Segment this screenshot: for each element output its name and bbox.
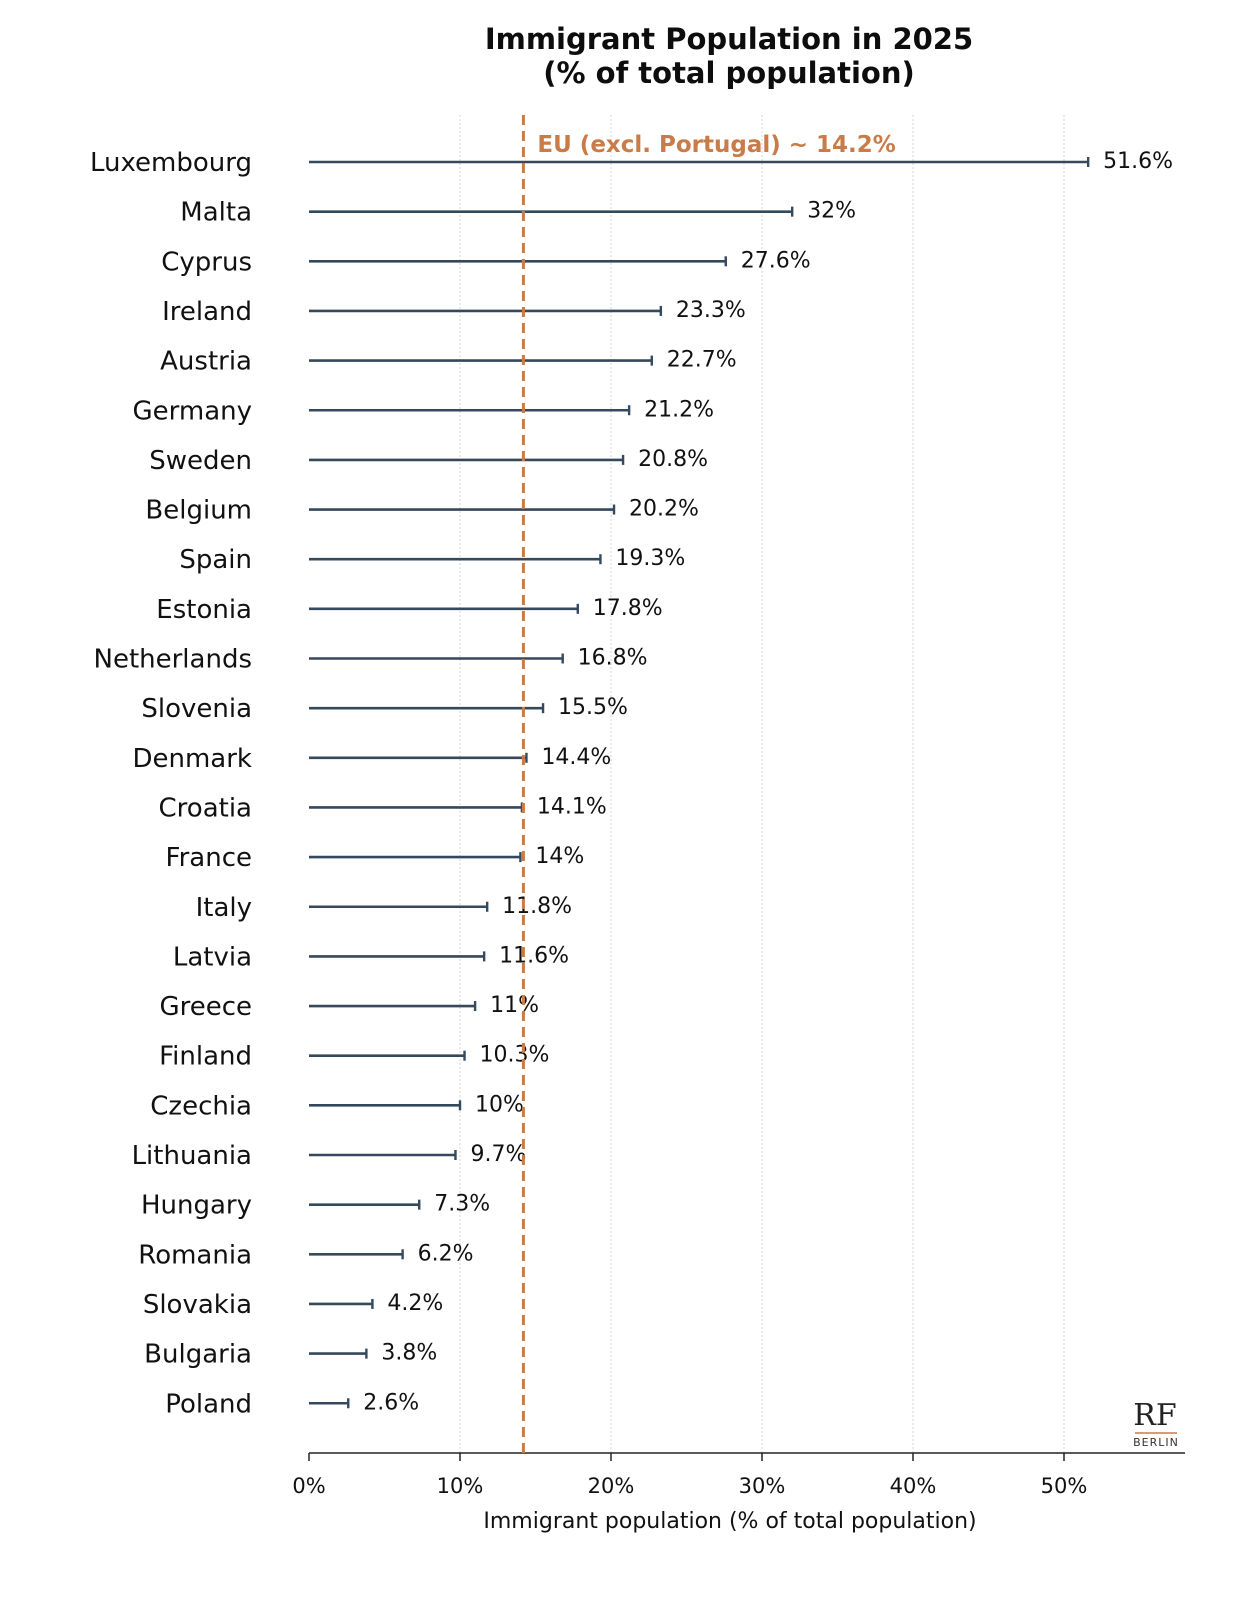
value-label-greece: 11% bbox=[490, 993, 540, 1019]
value-label-italy: 11.8% bbox=[502, 893, 573, 919]
logo-subtext: BERLIN bbox=[1133, 1436, 1179, 1449]
value-label-bulgaria: 3.8% bbox=[381, 1340, 438, 1366]
category-label-germany: Germany bbox=[132, 396, 252, 427]
category-label-bulgaria: Bulgaria bbox=[144, 1339, 252, 1370]
value-label-belgium: 20.2% bbox=[629, 496, 699, 522]
category-label-luxembourg: Luxembourg bbox=[89, 148, 252, 178]
value-label-france: 14% bbox=[535, 844, 585, 870]
value-label-croatia: 14.1% bbox=[536, 794, 607, 820]
category-label-croatia: Croatia bbox=[158, 793, 252, 824]
value-label-lithuania: 9.7% bbox=[470, 1142, 527, 1167]
value-label-cyprus: 27.6% bbox=[740, 248, 811, 274]
gridlines bbox=[460, 115, 1064, 1453]
chart-title-line-2: (% of total population) bbox=[543, 56, 915, 90]
value-label-hungary: 7.3% bbox=[434, 1191, 491, 1217]
value-label-czechia: 10% bbox=[475, 1092, 524, 1118]
value-label-austria: 22.7% bbox=[666, 347, 737, 373]
category-label-denmark: Denmark bbox=[132, 743, 252, 774]
category-label-ireland: Ireland bbox=[162, 296, 252, 327]
category-label-slovenia: Slovenia bbox=[141, 694, 252, 725]
x-axis-title: Immigrant population (% of total population) bbox=[483, 1509, 977, 1534]
value-label-latvia: 11.6% bbox=[499, 943, 570, 969]
category-label-sweden: Sweden bbox=[149, 445, 252, 476]
category-label-cyprus: Cyprus bbox=[161, 247, 252, 278]
category-labels bbox=[90, 148, 252, 1419]
category-label-hungary: Hungary bbox=[140, 1190, 252, 1221]
value-label-netherlands: 16.8% bbox=[577, 645, 648, 671]
value-label-slovakia: 4.2% bbox=[387, 1290, 444, 1316]
value-label-denmark: 14.4% bbox=[541, 744, 612, 770]
x-tick-label-30: 30% bbox=[738, 1474, 786, 1498]
category-label-finland: Finland bbox=[159, 1041, 252, 1072]
category-label-romania: Romania bbox=[138, 1240, 252, 1271]
category-label-slovakia: Slovakia bbox=[142, 1289, 252, 1320]
value-label-poland: 2.6% bbox=[363, 1390, 420, 1416]
x-axis bbox=[292, 1453, 1185, 1498]
value-label-slovenia: 15.5% bbox=[558, 695, 628, 721]
category-label-czechia: Czechia bbox=[150, 1091, 252, 1122]
value-label-spain: 19.3% bbox=[615, 546, 686, 572]
rf-berlin-logo bbox=[1133, 1398, 1179, 1449]
x-tick-label-40: 40% bbox=[889, 1474, 937, 1498]
bars bbox=[309, 157, 1088, 1408]
category-label-latvia: Latvia bbox=[172, 942, 252, 973]
category-label-malta: Malta bbox=[180, 197, 252, 228]
value-label-sweden: 20.8% bbox=[638, 446, 708, 472]
x-tick-label-50: 50% bbox=[1040, 1474, 1088, 1498]
category-label-greece: Greece bbox=[159, 992, 252, 1023]
x-tick-label-20: 20% bbox=[587, 1474, 635, 1498]
category-label-lithuania: Lithuania bbox=[131, 1141, 252, 1171]
category-label-poland: Poland bbox=[165, 1389, 252, 1420]
category-label-belgium: Belgium bbox=[145, 495, 252, 526]
value-label-estonia: 17.8% bbox=[592, 595, 663, 621]
logo-text: RF bbox=[1133, 1398, 1177, 1433]
category-label-austria: Austria bbox=[160, 346, 252, 377]
value-label-romania: 6.2% bbox=[417, 1241, 474, 1267]
value-labels bbox=[363, 149, 1173, 1415]
category-label-estonia: Estonia bbox=[156, 594, 252, 625]
value-label-germany: 21.2% bbox=[644, 397, 715, 423]
x-tick-label-0: 0% bbox=[292, 1474, 326, 1498]
category-label-spain: Spain bbox=[179, 545, 252, 576]
category-label-italy: Italy bbox=[195, 892, 252, 923]
value-label-finland: 10.3% bbox=[479, 1042, 550, 1068]
category-label-netherlands: Netherlands bbox=[93, 644, 252, 675]
value-label-malta: 32% bbox=[807, 198, 857, 224]
category-label-france: France bbox=[165, 843, 252, 874]
x-tick-label-10: 10% bbox=[436, 1474, 484, 1498]
value-label-ireland: 23.3% bbox=[675, 297, 746, 323]
chart-title-line-1: Immigrant Population in 2025 bbox=[484, 22, 974, 56]
reference-line-label: EU (excl. Portugal) ~ 14.2% bbox=[537, 132, 896, 158]
value-label-luxembourg: 51.6% bbox=[1103, 149, 1174, 174]
